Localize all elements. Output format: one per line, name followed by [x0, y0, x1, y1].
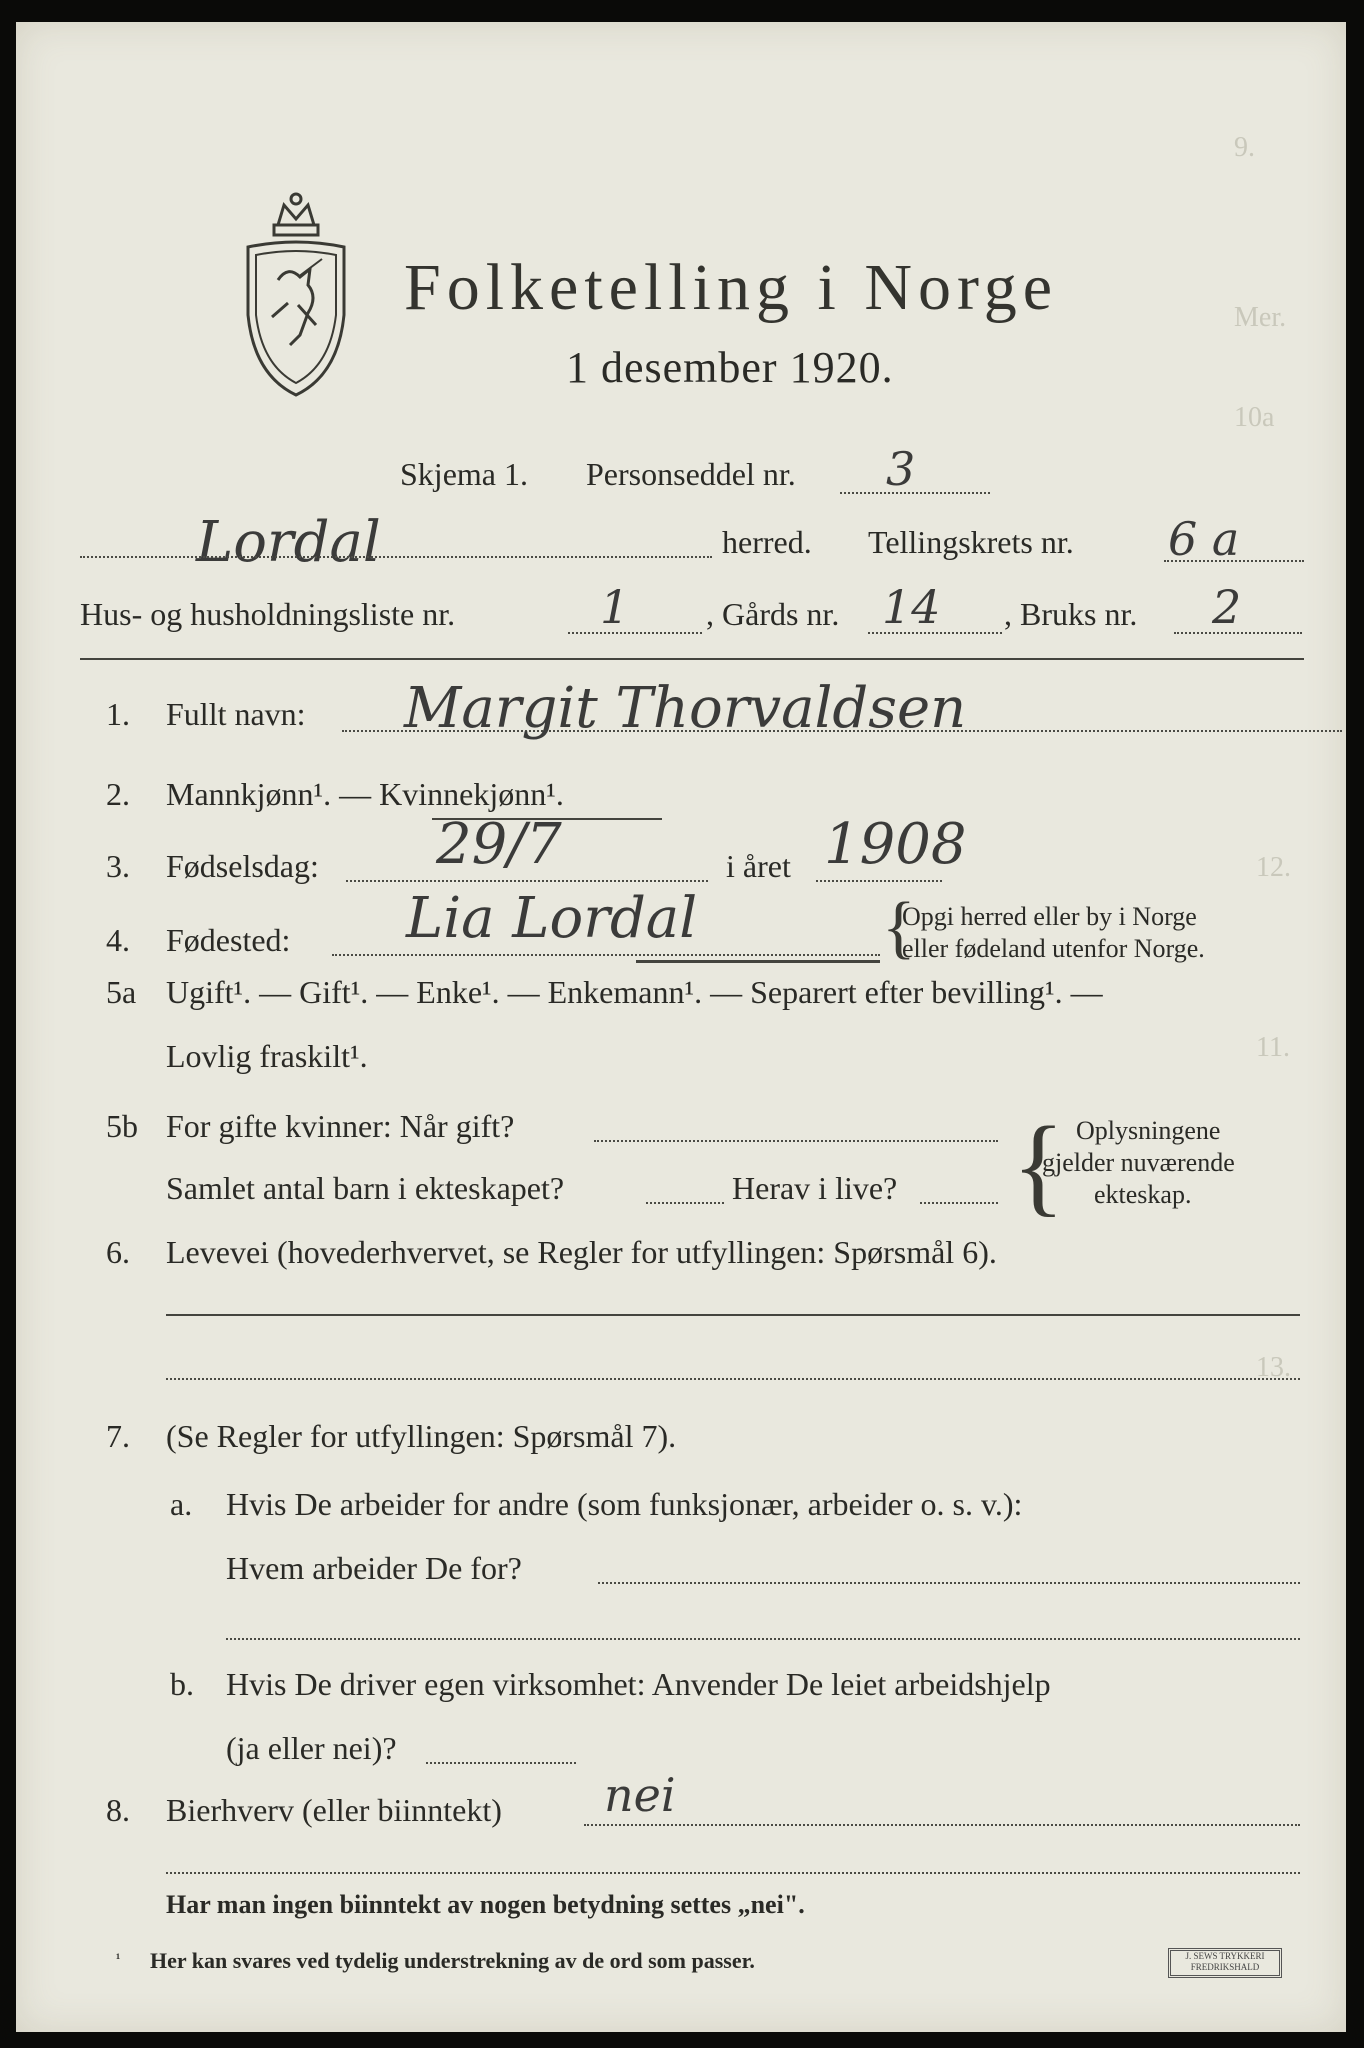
q5b-note3: ekteskap. [1094, 1180, 1192, 1209]
q5a-number: 5a [106, 974, 137, 1010]
q5b-note1: Oplysningene [1076, 1116, 1221, 1145]
q7-label: (Se Regler for utfyllingen: Spørsmål 7). [166, 1418, 677, 1454]
bleed-through-13: 13. [1256, 1352, 1291, 1383]
q1-number: 1. [106, 696, 130, 732]
tellingskrets-value: 6 a [1168, 512, 1240, 566]
q4-note-line2: eller fødeland utenfor Norge. [902, 934, 1205, 963]
q7b-number: b. [170, 1666, 194, 1702]
q2-number: 2. [106, 776, 130, 812]
birthplace-value: Lia Lordal [406, 886, 698, 951]
census-form-sheet [16, 22, 1346, 2032]
birthday-line [346, 880, 708, 882]
herred-line [80, 556, 712, 558]
herred-value: Lordal [196, 510, 381, 575]
gards-label: , Gårds nr. [706, 596, 840, 632]
side-income-line [584, 1824, 1300, 1826]
married-date-line [594, 1140, 998, 1142]
printer-stamp [1168, 1948, 1282, 1978]
year-label: i året [726, 848, 791, 884]
skjema-label: Skjema 1. [400, 456, 528, 492]
birthday-value: 29/7 [436, 812, 562, 877]
q5b-number: 5b [106, 1108, 138, 1144]
q5a-line1: Ugift¹. — Gift¹. — Enke¹. — Enkemann¹. — Separert efter bevilling¹. — [166, 974, 1103, 1010]
q5b-line2a: Samlet antal barn i ekteskapet? [166, 1170, 565, 1206]
footnote-text: Her kan svares ved tydelig understrekning av de ord som passer. [150, 1948, 755, 1973]
q6-answer-line2 [166, 1378, 1300, 1380]
footnote-mark: ¹ [116, 1952, 121, 1967]
q5b-line2b: Herav i live? [732, 1170, 898, 1206]
q6-label: Levevei (hovederhvervet, se Regler for utfyllingen: Spørsmål 6). [166, 1234, 997, 1270]
year-line [816, 880, 942, 882]
bruks-label: , Bruks nr. [1004, 596, 1138, 632]
tellingskrets-label: Tellingskrets nr. [868, 524, 1074, 560]
children-alive-line [920, 1202, 998, 1204]
bleed-through-11: 11. [1256, 1032, 1290, 1063]
q4-brace: { [882, 889, 916, 966]
census-date: 1 desember 1920. [566, 343, 894, 392]
birth-year-value: 1908 [824, 812, 967, 877]
side-income-value: nei [604, 1768, 676, 1822]
q5a-line2: Lovlig fraskilt¹. [166, 1038, 368, 1074]
header-divider [80, 658, 1304, 660]
q7b-line2: (ja eller nei)? [226, 1730, 397, 1766]
q7b-line1: Hvis De driver egen virksomhet: Anvender De leiet arbeidshjelp [226, 1666, 1051, 1702]
printer-stamp-line2: FREDRIKSHALD [1190, 1962, 1260, 1972]
q3-label: Fødselsdag: [166, 848, 319, 884]
q8-number: 8. [106, 1792, 130, 1828]
q6-answer-line1 [166, 1314, 1300, 1316]
q5b-note2: gjelder nuværende [1042, 1148, 1235, 1177]
q2-label: Mannkjønn¹. — Kvinnekjønn¹. [166, 776, 564, 812]
q4-note-line1: Opgi herred eller by i Norge [902, 902, 1197, 931]
employer-line2 [226, 1638, 1300, 1640]
hus-line [568, 632, 702, 634]
q5b-line1: For gifte kvinner: Når gift? [166, 1108, 515, 1144]
full-name-value: Margit Thorvaldsen [404, 676, 967, 741]
q4-number: 4. [106, 922, 130, 958]
bleed-through-mer: Mer. [1234, 302, 1287, 333]
herred-label: herred. [722, 524, 812, 560]
bruks-value: 2 [1212, 580, 1242, 634]
note-nei: Har man ingen biinntekt av nogen betydning settes „nei". [166, 1890, 805, 1919]
hired-help-line [426, 1762, 576, 1764]
q7a-line1: Hvis De arbeider for andre (som funksjonær, arbeider o. s. v.): [226, 1486, 1023, 1522]
q8-label: Bierhverv (eller biinntekt) [166, 1792, 502, 1828]
hus-label: Hus- og husholdningsliste nr. [80, 596, 456, 632]
form-title: Folketelling i Norge [404, 251, 1059, 324]
employer-line [598, 1582, 1300, 1584]
gards-value: 14 [882, 580, 941, 634]
personseddel-value: 3 [886, 442, 916, 496]
personseddel-label: Personseddel nr. [586, 456, 796, 492]
q5b-brace: { [1012, 1104, 1065, 1226]
norway-coat-of-arms-icon [238, 185, 354, 405]
printer-stamp-line1: J. SEWS TRYKKERI [1185, 1951, 1265, 1961]
q7a-line2: Hvem arbeider De for? [226, 1550, 522, 1586]
q7-number: 7. [106, 1418, 130, 1454]
q6-number: 6. [106, 1234, 130, 1270]
bleed-through-10a: 10a [1234, 402, 1275, 433]
bleed-through-9: 9. [1234, 132, 1255, 163]
bleed-through-12: 12. [1256, 852, 1291, 883]
birthplace-underline [636, 960, 880, 963]
q7a-number: a. [170, 1486, 193, 1522]
children-count-line [646, 1202, 724, 1204]
q1-label: Fullt navn: [166, 696, 306, 732]
hus-value: 1 [600, 580, 630, 634]
q3-number: 3. [106, 848, 130, 884]
side-income-line2 [166, 1872, 1300, 1874]
q4-label: Fødested: [166, 922, 291, 958]
birthplace-line [332, 954, 880, 956]
